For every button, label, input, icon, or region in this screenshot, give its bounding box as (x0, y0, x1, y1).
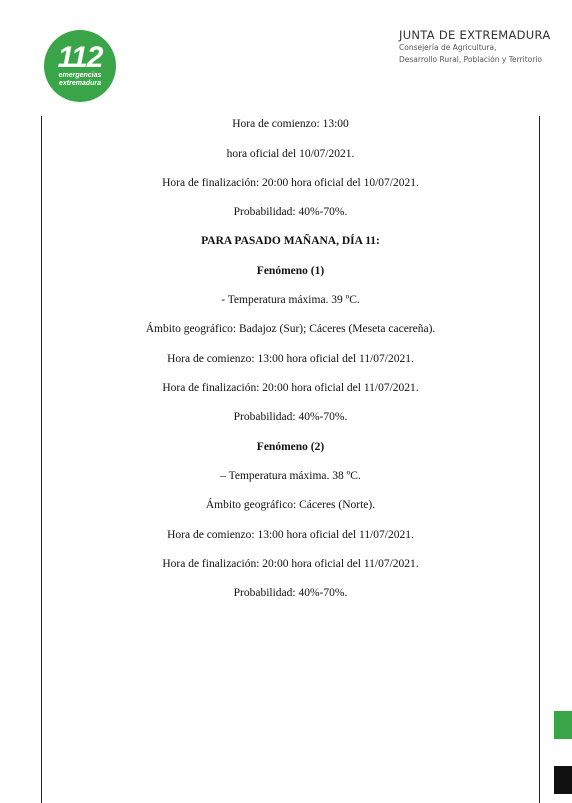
paragraph: - Temperatura máxima. 39 ºC. (221, 294, 360, 306)
paragraph: Hora de comienzo: 13:00 hora oficial del 11/07/2021. (167, 529, 414, 541)
paragraph: Hora de finalización: 20:00 hora oficial del 11/07/2021. (162, 382, 419, 394)
logo-line-1: emergencias (58, 72, 102, 79)
black-side-block (554, 766, 572, 794)
junta-title: JUNTA DE EXTREMADURA (399, 28, 551, 42)
paragraph: hora oficial del 10/07/2021. (226, 148, 355, 160)
green-side-block (554, 711, 572, 739)
logo-number: 112 (57, 41, 103, 74)
paragraph: Probabilidad: 40%-70%. (233, 206, 348, 218)
phenomenon-heading: Fenómeno (2) (256, 441, 325, 453)
junta-header (399, 28, 551, 66)
paragraph: Hora de comienzo: 13:00 hora oficial del 11/07/2021. (167, 353, 414, 365)
paragraph: – Temperatura máxima. 38 ºC. (220, 470, 361, 482)
paragraph: Hora de comienzo: 13:00 (232, 118, 349, 130)
logo-line-2: extremadura (58, 80, 102, 87)
section-heading: PARA PASADO MAÑANA, DÍA 11: (201, 235, 380, 247)
right-margin-line (539, 116, 540, 803)
paragraph: Hora de finalización: 20:00 hora oficial del 11/07/2021. (162, 558, 419, 570)
paragraph: Hora de finalización: 20:00 hora oficial del 10/07/2021. (162, 177, 419, 189)
junta-dept-line-1: Consejería de Agricultura, (399, 43, 497, 52)
paragraph: Ámbito geográfico: Badajoz (Sur); Cáceres (Meseta cacereña). (145, 323, 436, 335)
junta-dept-line-2: Desarrollo Rural, Población y Territorio (399, 55, 543, 64)
left-margin-line (41, 116, 42, 803)
paragraph: Probabilidad: 40%-70%. (233, 587, 348, 599)
logo-112-emergencias (44, 30, 116, 102)
paragraph: Ámbito geográfico: Cáceres (Norte). (205, 499, 376, 511)
phenomenon-heading: Fenómeno (1) (256, 265, 325, 277)
paragraph: Probabilidad: 40%-70%. (233, 411, 348, 423)
